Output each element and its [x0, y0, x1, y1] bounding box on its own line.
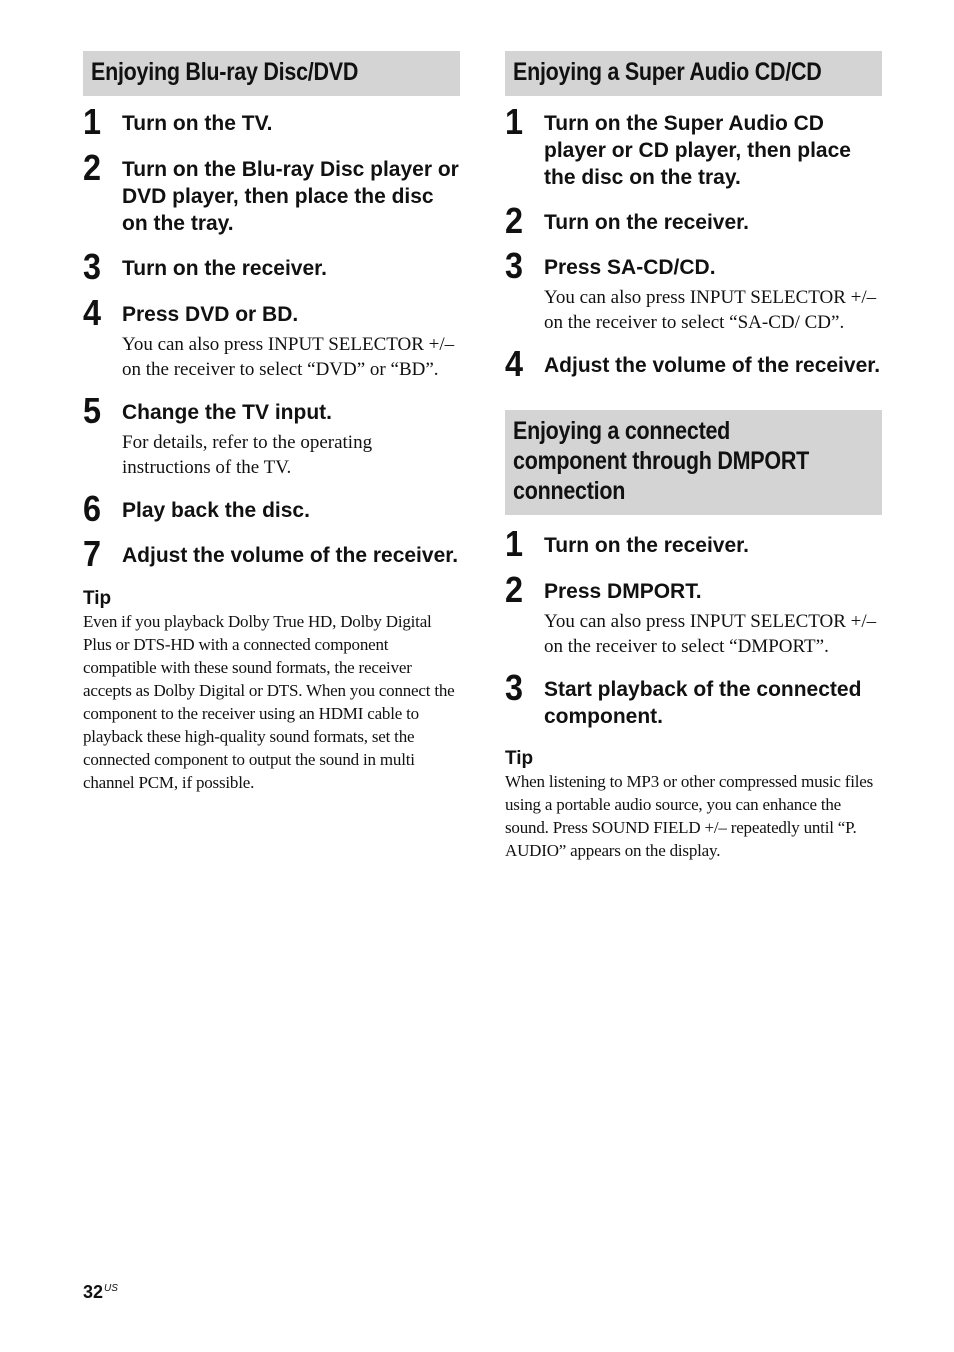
step-title: Turn on the Blu-ray Disc player or DVD player, then place the disc on the tray.	[122, 158, 459, 235]
step-number: 2	[83, 147, 102, 188]
step-1	[83, 101, 460, 142]
step-1	[505, 523, 882, 564]
step-number: 3	[83, 246, 102, 287]
step-4	[505, 343, 882, 384]
step-3	[505, 667, 882, 730]
step-number: 2	[505, 200, 524, 241]
step-2	[83, 147, 460, 237]
tip-text: When listening to MP3 or other compressed music files using a portable audio source, you can enhance the sound. Press SOUND FIELD +/– repeatedly until “P. AUDIO” appears on the display.	[505, 772, 874, 860]
tip-label: Tip	[505, 748, 534, 769]
step-body: You can also press INPUT SELECTOR +/– on the receiver to select “DVD” or “BD”.	[122, 334, 455, 380]
step-body: You can also press INPUT SELECTOR +/– on the receiver to select “SA-CD/ CD”.	[544, 287, 877, 333]
step-2	[505, 200, 882, 241]
step-number: 1	[83, 101, 102, 142]
step-number: 3	[505, 245, 524, 286]
step-number: 4	[505, 343, 524, 384]
step-number: 6	[83, 488, 102, 529]
step-5	[83, 390, 460, 480]
step-2	[505, 569, 882, 659]
step-number: 3	[505, 667, 524, 708]
tip-label: Tip	[83, 588, 112, 609]
section-header-bluray-dvd: Enjoying Blu-ray Disc/DVD	[83, 51, 460, 96]
tip-text: Even if you playback Dolby True HD, Dolby Digital Plus or DTS-HD with a connected component compatible with these sound formats, the receiver accepts as Dolby Digital or DTS. When you connect the component to the receiver using an HDMI cable to playback these high-quality sound formats, set the connected component to output the sound in multi channel PCM, if possible.	[83, 612, 455, 792]
page-suffix: US	[104, 1283, 118, 1294]
page-number: $32^{US}$	[83, 1282, 118, 1302]
left-column	[83, 51, 460, 794]
step-title: Press DVD or BD.	[122, 303, 299, 326]
step-title: Turn on the Super Audio CD player or CD player, then place the disc on the tray.	[544, 112, 851, 189]
step-title: Start playback of the connected component.	[544, 678, 862, 728]
step-body: For details, refer to the operating instructions of the TV.	[122, 432, 373, 478]
step-title: Turn on the receiver.	[544, 211, 750, 234]
step-number: 1	[505, 523, 524, 564]
step-6	[83, 488, 460, 529]
step-title: Turn on the receiver.	[122, 257, 328, 280]
step-number: 7	[83, 533, 102, 574]
right-column	[505, 51, 882, 862]
section-header-dmport: Enjoying a connected component through DMPORT connection	[505, 410, 882, 515]
tip-block	[505, 748, 882, 862]
step-title: Adjust the volume of the receiver.	[122, 544, 459, 567]
step-number: 4	[83, 292, 102, 333]
step-title: Press DMPORT.	[544, 580, 702, 603]
step-title: Press SA-CD/CD.	[544, 256, 716, 279]
step-title: Change the TV input.	[122, 401, 332, 424]
step-1	[505, 101, 882, 191]
step-title: Adjust the volume of the receiver.	[544, 354, 881, 377]
step-number: 2	[505, 569, 524, 610]
section-header-super-audio-cd: Enjoying a Super Audio CD/CD	[505, 51, 882, 96]
step-number: 5	[83, 390, 102, 431]
step-title: Turn on the TV.	[122, 112, 273, 135]
step-title: Play back the disc.	[122, 499, 310, 522]
step-7	[83, 533, 460, 574]
step-3	[505, 245, 882, 335]
step-3	[83, 246, 460, 287]
step-4	[83, 292, 460, 382]
step-body: You can also press INPUT SELECTOR +/– on the receiver to select “DMPORT”.	[544, 611, 877, 657]
tip-block	[83, 588, 460, 794]
step-title: Turn on the receiver.	[544, 534, 750, 557]
step-number: 1	[505, 101, 524, 142]
